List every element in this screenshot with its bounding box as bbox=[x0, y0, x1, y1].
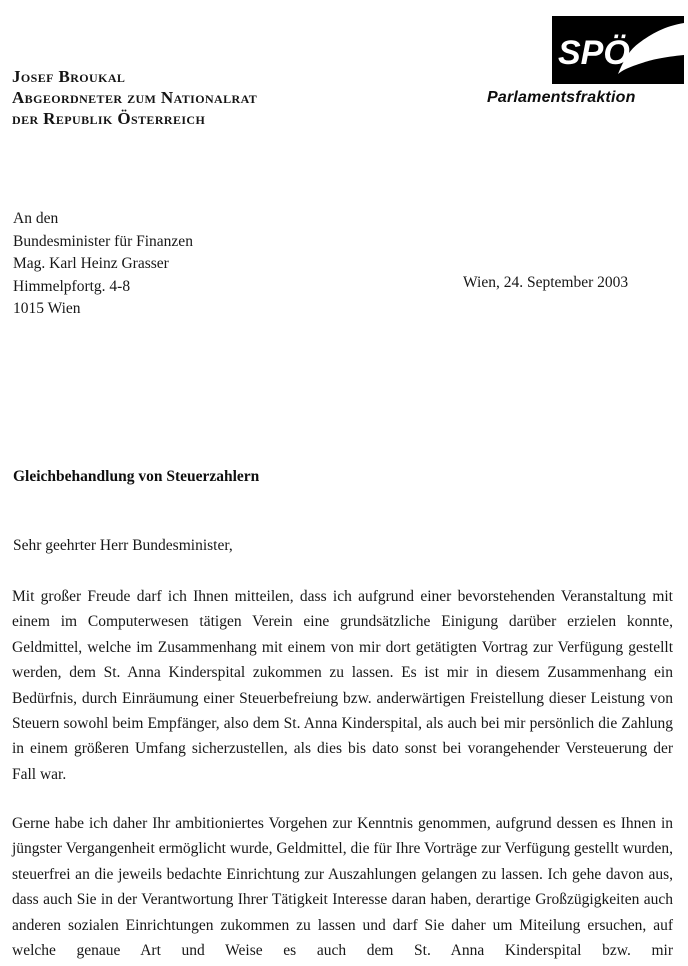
sender-title-line-1: Abgeordneter zum Nationalrat bbox=[12, 88, 258, 107]
recipient-line: Himmelpfortg. 4-8 bbox=[13, 277, 131, 295]
recipient-line: An den bbox=[13, 210, 59, 227]
spo-logo bbox=[552, 16, 684, 84]
spo-logo-text: SPÖ bbox=[558, 34, 630, 72]
sender-title-line-2: der Republik Österreich bbox=[12, 109, 206, 128]
sender-name: Josef Broukal bbox=[12, 67, 126, 86]
body-paragraph-2: Gerne habe ich daher Ihr ambitioniertes Vorgehen zur Kenntnis genommen, aufgrund dessen es Ihnen in jüngster Vergangenheit ermöglicht wurde, Geldmittel, die für Ihre Vorträge zur Verfügung gestellt wurden, steuerfrei an die jeweils bedachte Einrichtung zur Auszahlungen gelangen zu lassen. Ich gehe davon aus, dass auch Sie in der Verantwortung Ihrer Tätigkeit Interesse daran haben, derartige Großzügigkeiten auch anderen sozialen Einrichtungen zukommen zu lassen und darf Sie daher um Miteilung ersuchen, auf welche genaue Art und Weise es auch dem St. Anna Kinderspital bzw. mir bbox=[12, 815, 673, 960]
salutation: Sehr geehrter Herr Bundesminister, bbox=[13, 537, 233, 554]
dateline: Wien, 24. September 2003 bbox=[463, 274, 629, 291]
recipient-line: 1015 Wien bbox=[13, 300, 81, 317]
subject-line: Gleichbehandlung von Steuerzahlern bbox=[13, 468, 260, 485]
sender-block bbox=[12, 66, 257, 129]
recipient-line: Mag. Karl Heinz Grasser bbox=[13, 255, 169, 272]
logo-subtitle: Parlamentsfraktion bbox=[487, 89, 636, 106]
recipient-line: Bundesminister für Finanzen bbox=[13, 232, 193, 250]
spo-logo-block bbox=[487, 16, 684, 107]
recipient-block bbox=[13, 208, 193, 321]
body-paragraph-1: Mit großer Freude darf ich Ihnen mitteilen, dass ich aufgrund einer bevorstehenden Veranstaltung mit einem im Computerwesen tätigen Verein eine grundsätzliche Einigung darüber erzielen konnte, Geldmittel, welche im Zusammenhang mit einem von mir dort getätigten Vortrag zur Verfügung gestellt werden, dem St. Anna Kinderspital zukommen zu lassen. Es ist mir in diesem Zusammenhang ein Bedürfnis, durch Einräumung einer Steuerbefreiung bzw. anderwärtigen Freistellung dieser Leistung von Steuern sowohl beim Empfänger, also dem St. Anna Kinderspital, als auch bei mir persönlich die Zahlung in einem größeren Umfang sicherzustellen, als dies bis dato sonst bei vorangehender Versteuerung der Fall war. bbox=[12, 588, 673, 783]
